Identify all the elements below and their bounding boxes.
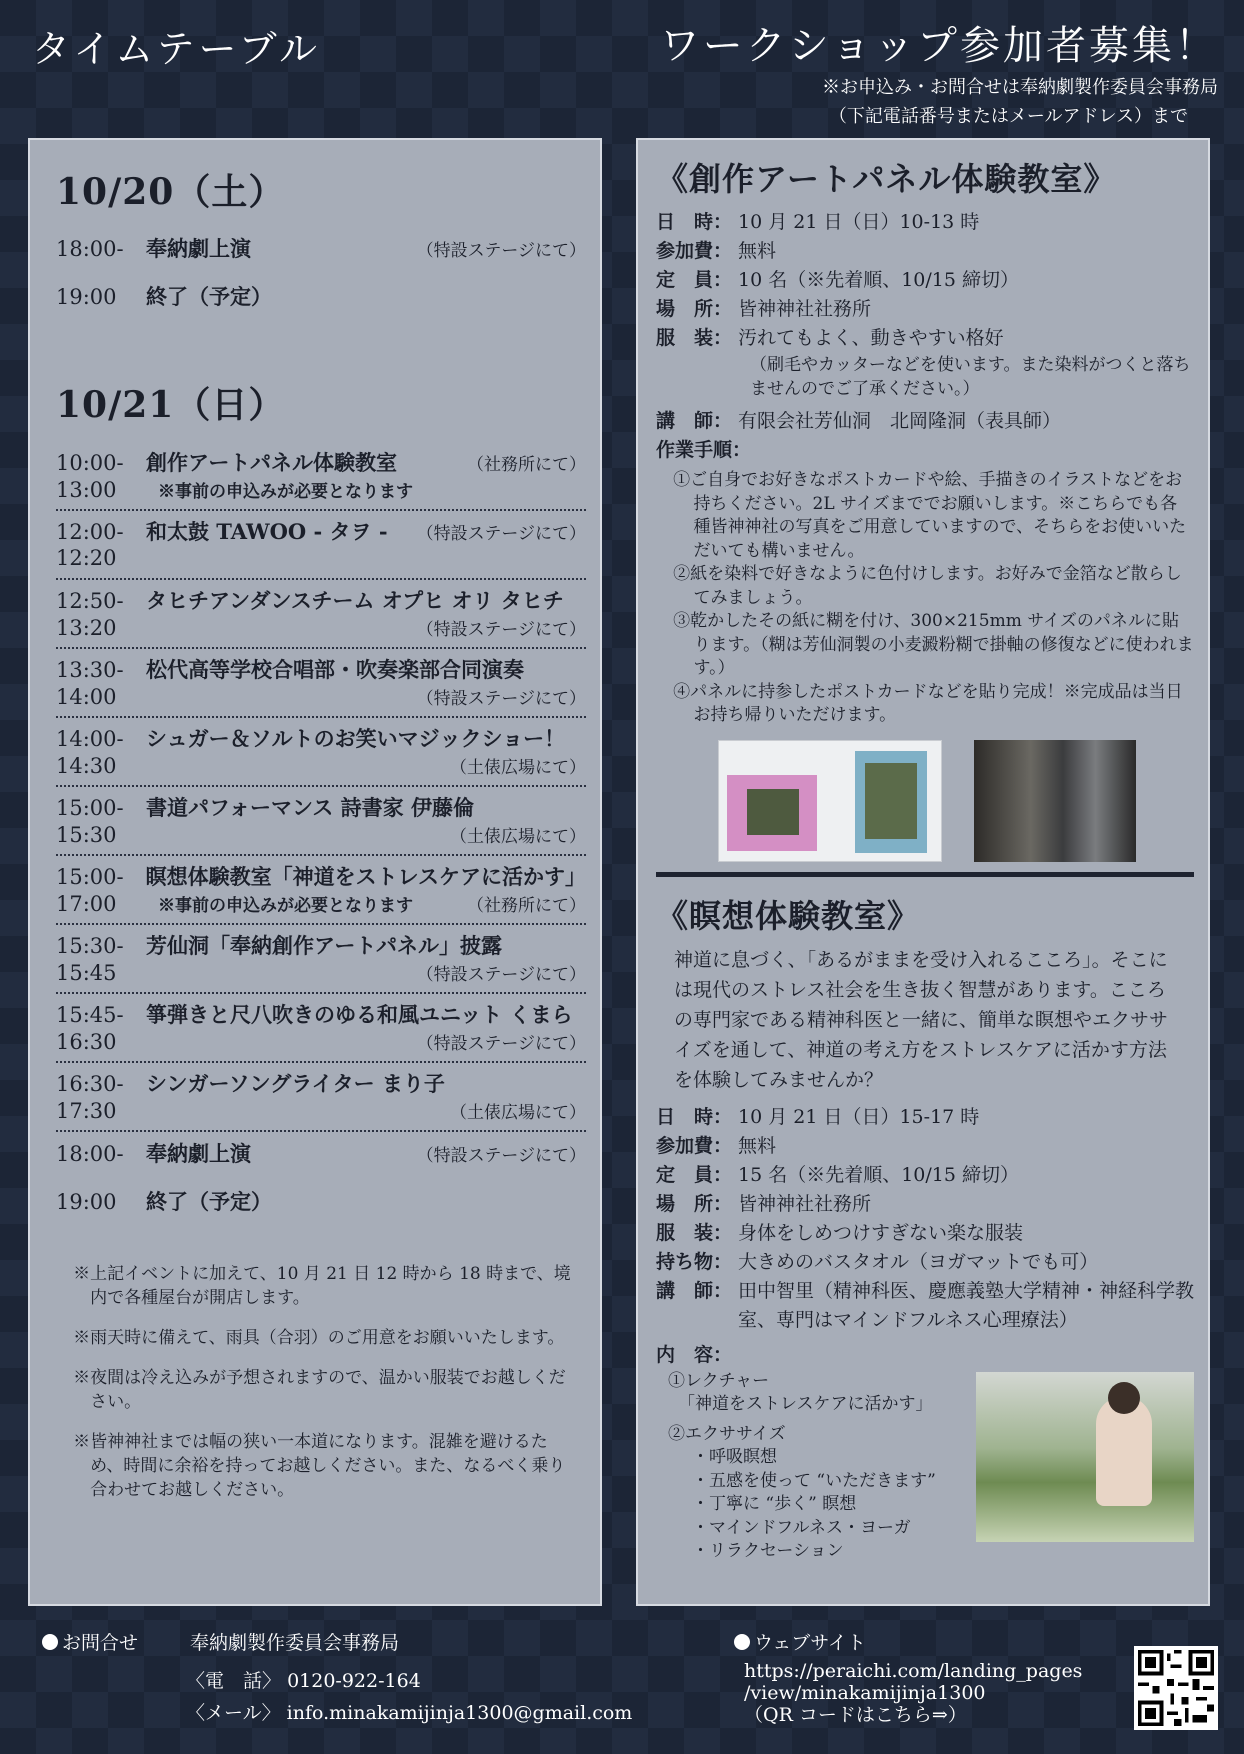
event-row — [56, 856, 586, 925]
event-row — [56, 511, 586, 580]
field-value: 身体をしめつけすぎない楽な服装 — [738, 1221, 1024, 1244]
ws1-field — [656, 266, 1194, 295]
field-key: 参加費： — [656, 240, 733, 262]
field-key: 講 師： — [656, 1279, 733, 1302]
event-row — [56, 925, 586, 994]
exercise-entry: ・リラクセーション — [692, 1541, 844, 1561]
event-start-time: 15:00- — [56, 865, 124, 889]
mail-link[interactable]: info.minakamijinja1300@gmail.com — [286, 1702, 633, 1724]
ws1-field — [656, 407, 1194, 436]
field-value: 田中智里（精神科医、慶應義塾大学精神・神経科学教室、専門はマインドフルネス心理療法） — [738, 1279, 1195, 1331]
qr-code[interactable] — [1134, 1646, 1218, 1730]
notes — [56, 1262, 586, 1502]
lecture-label: ①レクチャー — [668, 1370, 770, 1391]
event-end-time: 14:30 — [56, 754, 117, 778]
web-label-text: ウェブサイト — [754, 1632, 866, 1654]
event-venue: （特設ステージにて） — [416, 1034, 586, 1054]
step-item: ②紙を染料で好きなように色付けします。お好みで金箔など散らしてみましょう。 — [673, 564, 1182, 608]
exercise-entry: ・丁寧に “歩く” 瞑想 — [692, 1494, 857, 1514]
field-value: 大きめのバスタオル（ヨガマットでも可） — [738, 1250, 1099, 1273]
event-end-time: 16:30 — [56, 1030, 117, 1054]
ws2-field — [656, 1219, 1194, 1248]
tel-row — [186, 1666, 421, 1693]
note-item: ※皆神神社までは幅の狭い一本道になります。混雑を避けるため、時間に余裕を持ってお越しください。また、なるべく乗り合わせてお越しください。 — [73, 1432, 566, 1500]
office-name: 奉納劇製作委員会事務局 — [190, 1632, 400, 1654]
workshop-panel — [636, 138, 1210, 1606]
step-item: ①ご自身でお好きなポストカードや絵、手描きのイラストなどをお持ちください。2L サイズまででお願いします。※こちらでも各種皆神神社の写真をご用意していますので、そちらをお使いいただいても構いません。 — [673, 470, 1187, 561]
field-key: 作業手順： — [656, 439, 752, 461]
exercise-entry: ・呼吸瞑想 — [692, 1447, 777, 1467]
event-end-time: 17:30 — [56, 1099, 117, 1123]
row-name: 終了（予定） — [146, 284, 272, 309]
field-value: 10 名（※先着順、10/15 締切） — [738, 269, 1020, 291]
ws2-title: 《瞑想体験教室》 — [656, 896, 921, 935]
ws1-field — [656, 237, 1194, 266]
dress-note: （刷毛やカッターなどを使います。また染料がつくと落ちませんのでご了承ください。） — [750, 355, 1191, 399]
event-end-time: 13:00 — [56, 478, 117, 502]
step-item: ③乾かしたその紙に糊を付け、300×215mm サイズのパネルに貼ります。（糊は芳仙洞製の小麦澱粉糊で掛軸の修復などに使われます。） — [673, 611, 1194, 678]
dress-value: 汚れてもよく、動きやすい格好 — [738, 327, 1004, 349]
event-end-time: 15:30 — [56, 823, 117, 847]
row-time: 19:00 — [56, 1190, 117, 1214]
ws2-program — [656, 1370, 976, 1570]
event-end-time: 17:00 — [56, 892, 117, 916]
event-name: 書道パフォーマンス 詩書家 伊藤倫 — [146, 795, 474, 820]
apply-note-2: （下記電話番号またはメールアドレス）まで — [828, 106, 1188, 127]
day2-event-list — [56, 442, 586, 1132]
step-item: ④パネルに持参したポストカードなどを貼り完成！※完成品は当日お持ち帰りいただけます。 — [673, 681, 1183, 725]
ws2-field — [656, 1190, 1194, 1219]
ws1-photos — [718, 740, 1194, 862]
field-key: 持ち物： — [656, 1250, 733, 1273]
day1-row — [56, 233, 586, 281]
event-name: 松代高等学校合唱部・吹奏楽部合同演奏 — [146, 657, 524, 682]
event-end-time: 12:20 — [56, 546, 117, 570]
ws2-field — [656, 1132, 1194, 1161]
mail-label: 〈メール〉 — [186, 1702, 281, 1724]
exercise-item — [668, 1423, 976, 1564]
field-value: 10 月 21 日（日）10-13 時 — [738, 211, 980, 233]
event-venue: （土俵広場にて） — [450, 827, 586, 847]
ws1-fields — [656, 208, 1194, 465]
event-start-time: 15:00- — [56, 796, 124, 820]
exercise-entry: ・マインドフルネス・ヨーガ — [692, 1517, 911, 1538]
row-time: 19:00 — [56, 285, 117, 309]
event-end-time: 14:00 — [56, 685, 117, 709]
url-line-2: /view/minakamijinja1300 — [744, 1682, 986, 1704]
event-row — [56, 718, 586, 787]
event-venue: （特設ステージにて） — [416, 965, 586, 985]
ws2-field — [656, 1248, 1194, 1277]
event-row — [56, 787, 586, 856]
ws1-title: 《創作アートパネル体験教室》 — [656, 160, 1117, 198]
contact-label-text: お問合せ — [62, 1632, 139, 1654]
ws1-steps — [656, 469, 1194, 728]
timetable-title: タイムテーブル — [32, 27, 322, 71]
field-value — [738, 324, 1194, 401]
ws2-fields — [656, 1103, 1194, 1370]
row-name: 奉納劇上演 — [146, 1141, 251, 1166]
event-end-time: 15:45 — [56, 961, 117, 985]
tel-link[interactable]: 0120-922-164 — [287, 1670, 421, 1692]
event-venue: （土俵広場にて） — [450, 758, 586, 778]
ws2-intro: 神道に息づく、「あるがままを受け入れるこころ」。そこには現代のストレス社会を生き抜く智慧があります。こころの専門家である精神科医と一緒に、簡単な瞑想やエクササイズを通して、神道の考え方をストレスケアに活かす方法を体験してみませんか？ — [674, 948, 1169, 1091]
row-time: 18:00- — [56, 1142, 124, 1166]
art-panel-photo — [718, 740, 942, 862]
event-note: ※事前の申込みが必要となります — [158, 896, 413, 916]
row-venue: （特設ステージにて） — [416, 1146, 586, 1166]
day2-end-row — [56, 1138, 586, 1186]
field-key: 服 装： — [656, 327, 733, 349]
event-start-time: 16:30- — [56, 1072, 124, 1096]
event-venue: （特設ステージにて） — [416, 524, 586, 544]
row-venue: （特設ステージにて） — [416, 241, 586, 261]
section-divider — [656, 872, 1194, 877]
event-name: 箏弾きと尺八吹きのゆる和風ユニット くまら — [146, 1002, 573, 1027]
event-name: 芳仙洞「奉納創作アートパネル」披露 — [146, 933, 502, 958]
note-item: ※上記イベントに加えて、10 月 21 日 12 時から 18 時まで、境内で各種屋台が開店します。 — [73, 1264, 571, 1308]
field-key: 定 員： — [656, 1163, 733, 1186]
web-label — [734, 1628, 866, 1655]
field-value: 10 月 21 日（日）15-17 時 — [738, 1105, 980, 1128]
field-key: 内 容： — [656, 1343, 733, 1366]
lecture-item — [668, 1370, 976, 1417]
ws1-field — [656, 295, 1194, 324]
field-value: 15 名（※先着順、10/15 締切） — [738, 1163, 1020, 1186]
qr-note: （QR コードはこちら⇒） — [744, 1704, 967, 1726]
ws1-field — [656, 208, 1194, 237]
day2-end-row — [56, 1186, 586, 1234]
ws2-field — [656, 1103, 1194, 1132]
contact-label — [42, 1628, 138, 1655]
ws2-field — [656, 1161, 1194, 1190]
field-key: 講 師： — [656, 410, 733, 432]
field-key: 日 時： — [656, 211, 733, 233]
ws2-content — [656, 1370, 1194, 1570]
event-row — [56, 1063, 586, 1132]
event-venue: （土俵広場にて） — [450, 1103, 586, 1123]
event-end-time: 13:20 — [56, 616, 117, 640]
workshop-title: ワークショップ参加者募集！ — [659, 23, 1218, 69]
content-label — [656, 1341, 1194, 1370]
day1-date: 10/20（土） — [56, 171, 286, 213]
website-link[interactable] — [744, 1660, 1082, 1726]
mail-row — [186, 1698, 632, 1725]
url-line-1: https://peraichi.com/landing_pages — [744, 1660, 1083, 1682]
event-name: タヒチアンダンスチーム オプヒ オリ タヒチ — [146, 588, 564, 613]
steps-label — [656, 436, 1194, 465]
event-name: 瞑想体験教室「神道をストレスケアに活かす」 — [145, 864, 586, 889]
exercise-label: ②エクササイズ — [668, 1423, 786, 1444]
bullet-icon — [734, 1634, 750, 1650]
note-item: ※雨天時に備えて、雨具（合羽）のご用意をお願いいたします。 — [73, 1328, 565, 1348]
event-start-time: 15:45- — [56, 1003, 124, 1027]
ws2-field — [656, 1277, 1194, 1335]
event-start-time: 12:00- — [56, 520, 124, 544]
event-note: ※事前の申込みが必要となります — [158, 482, 413, 502]
day2-date: 10/21（日） — [56, 384, 286, 426]
field-key: 定 員： — [656, 269, 733, 291]
event-start-time: 14:00- — [56, 727, 124, 751]
qr-icon — [1138, 1650, 1214, 1726]
event-name: 創作アートパネル体験教室 — [146, 450, 397, 475]
field-key: 参加費： — [656, 1134, 733, 1157]
event-row — [56, 994, 586, 1063]
field-value: 無料 — [738, 1134, 777, 1157]
row-name: 終了（予定） — [146, 1189, 272, 1214]
event-venue: （特設ステージにて） — [416, 689, 586, 709]
event-venue: （社務所にて） — [467, 455, 586, 475]
ws1-field — [656, 324, 1194, 401]
event-row — [56, 649, 586, 718]
event-venue: （社務所にて） — [467, 896, 586, 916]
field-value: 皆神神社社務所 — [738, 1192, 872, 1215]
event-start-time: 12:50- — [56, 589, 124, 613]
footer — [0, 1622, 1244, 1754]
event-name: シンガーソングライター まり子 — [146, 1071, 445, 1096]
field-key: 日 時： — [656, 1105, 733, 1128]
event-start-time: 15:30- — [56, 934, 124, 958]
gallery-photo — [974, 740, 1136, 862]
apply-note-1: ※お申込み・お問合せは奉納劇製作委員会事務局 — [822, 77, 1218, 98]
event-name: シュガー＆ソルトのお笑いマジックショー！ — [146, 726, 566, 751]
event-row — [56, 580, 586, 649]
meditation-photo — [976, 1372, 1194, 1542]
workshop-header — [660, 14, 1218, 129]
field-value: 無料 — [738, 240, 777, 262]
field-value: 皆神神社社務所 — [738, 298, 872, 320]
row-time: 18:00- — [56, 237, 124, 261]
event-start-time: 13:30- — [56, 658, 124, 682]
field-value: 有限会社芳仙洞 北岡隆洞（表具師） — [738, 410, 1062, 432]
bullet-icon — [42, 1634, 58, 1650]
timetable-panel — [28, 138, 602, 1606]
field-key: 場 所： — [656, 1192, 733, 1215]
note-item: ※夜間は冷え込みが予想されますので、温かい服装でお越しください。 — [73, 1368, 566, 1412]
day1-row — [56, 281, 586, 329]
exercise-entry: ・五感を使って “いただきます” — [692, 1470, 936, 1491]
event-row — [56, 442, 586, 511]
tel-label: 〈電 話〉 — [186, 1670, 282, 1692]
field-key: 服 装： — [656, 1221, 733, 1244]
lecture-title: 「神道をストレスケアに活かす」 — [678, 1394, 933, 1414]
event-name: 和太鼓 TAWOO - タヲ - — [146, 519, 388, 544]
event-start-time: 10:00- — [56, 451, 124, 475]
event-venue: （特設ステージにて） — [416, 620, 586, 640]
field-key: 場 所： — [656, 298, 733, 320]
row-name: 奉納劇上演 — [146, 236, 251, 261]
